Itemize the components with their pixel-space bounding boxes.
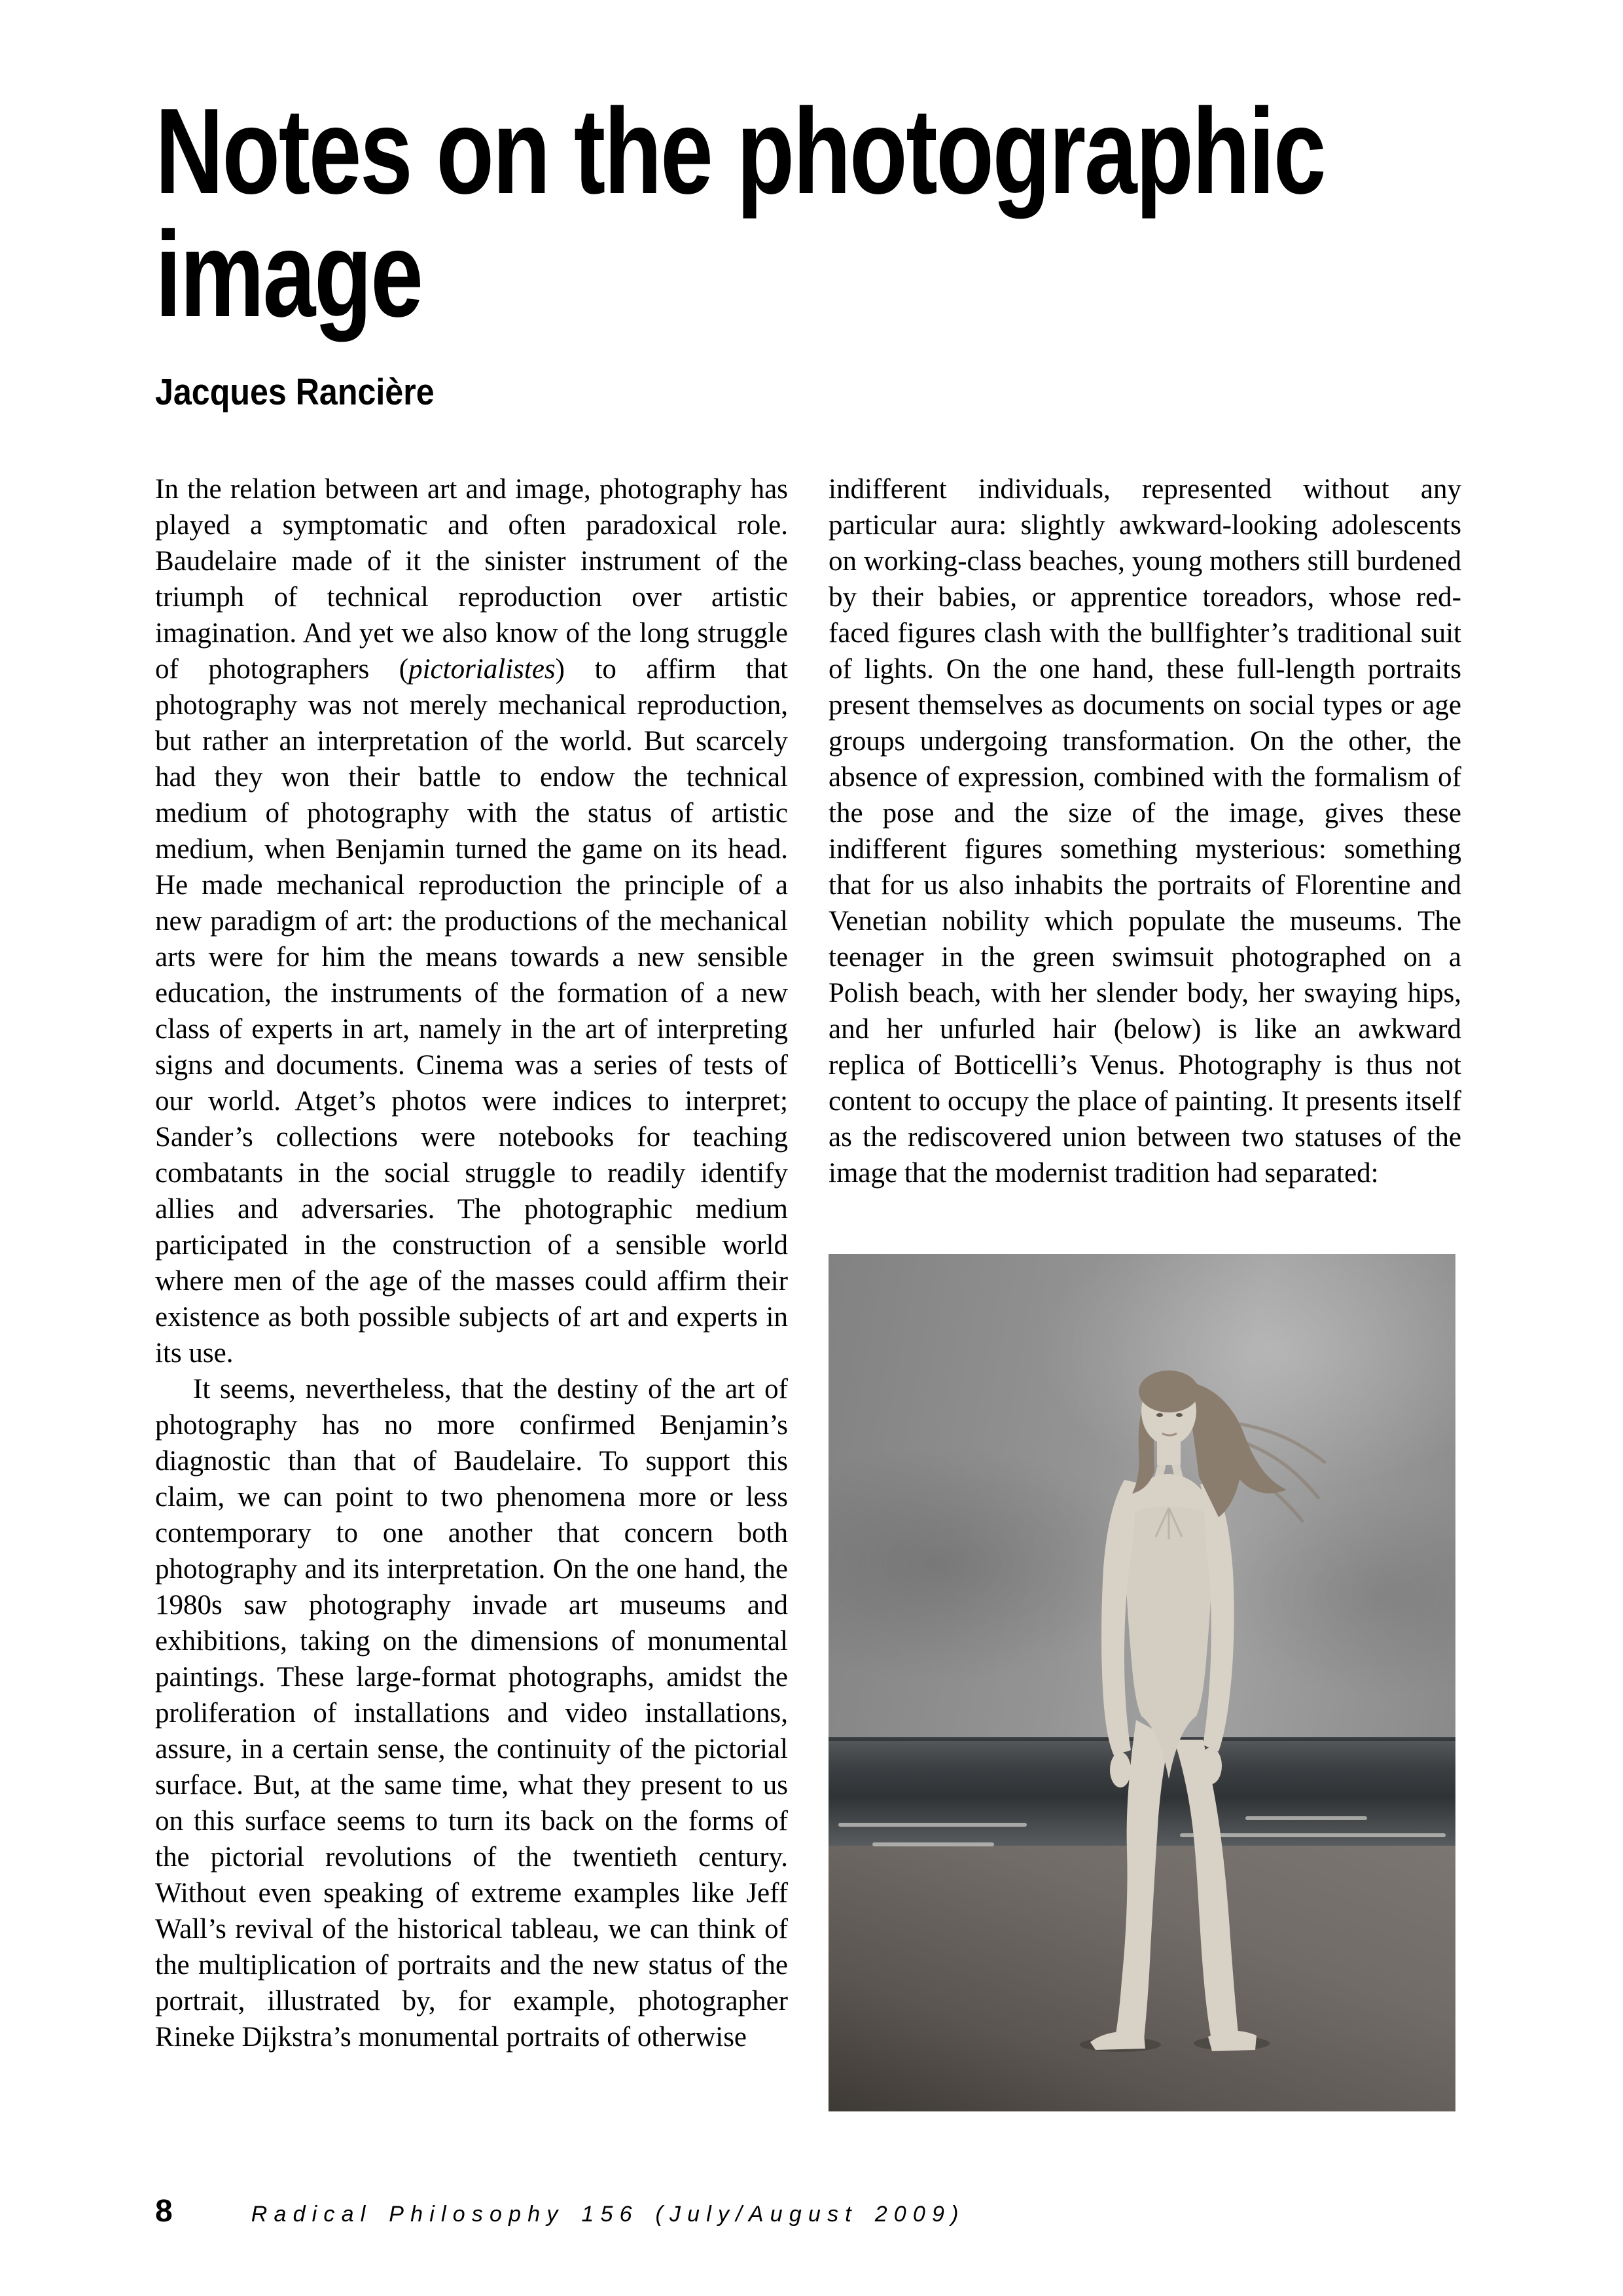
- paragraph-2: It seems, nevertheless, that the destiny of the art of photography has no more confirmed Benjamin’s diagnostic than that of Baudelaire. To support this claim, we can point to two phenomena more or less contemporary to one another that concern both photography and its interpretation. On the one hand, the 1980s saw photography invade art museums and exhibitions, taking on the dimensions of monumental paintings. These large-format photographs, amidst the proliferation of installations and video installations, assure, in a certain sense, the continuity of the pictorial surface. But, at the same time, what they present to us on this surface seems to turn its back on the forms of the pictorial revolutions of the twentieth century. Without even speaking of extreme examples like Jeff Wall’s revival of the historical tableau, we can think of the multiplication of portraits and the new status of the portrait, illustrated by, for example, photographer Rineke Dijkstra’s monumental portraits of otherwise: [155, 1374, 788, 2053]
- paragraph-1: In the relation between art and image, photography has played a symptomatic and often paradoxical role. Baudelaire made of it the sinister instrument of the triumph of technical reproduction over artistic imagination. And yet we also know of the long struggle of photographers (pictorialistes) to affirm that photography was not merely mechanical reproduction, but rather an interpretation of the world. But scarcely had they won their battle to endow the technical medium of photography with the status of artistic medium, when Benjamin turned the game on its head. He made mechanical reproduction the principle of a new paradigm of art: the productions of the mechanical arts were for him the means towards a new sensible education, the instruments of the formation of a new class of experts in art, namely in the art of interpreting signs and documents. Cinema was a series of tests of our world. Atget’s photos were indices to interpret; Sander’s collections were notebooks for teaching combatants in the social struggle to readily identify allies and adversaries. The photographic medium participated in the construction of a sensible world where men of the age of the masses could affirm their existence as both possible subjects of art and experts in its use.: [155, 474, 788, 1369]
- hair-fringe: [1139, 1371, 1199, 1412]
- article-title: [155, 84, 1459, 342]
- photograph: [829, 1254, 1455, 2111]
- page-footer: [155, 2193, 965, 2229]
- journal-citation: Radical Philosophy 156 (July/August 2009): [251, 2202, 965, 2227]
- right-column: [829, 471, 1461, 2111]
- eye-right: [1176, 1413, 1183, 1417]
- eye-left: [1156, 1413, 1163, 1417]
- paragraph-2-continued: indifferent individuals, represented without any particular aura: slightly awkward-looking adolescents on working-class beaches, young mothers still burdened by their babies, or apprentice toreadors, whose red-faced figures clash with the bullfighter’s traditional suit of lights. On the one hand, these full-length portraits present themselves as documents on social types or age groups undergoing transformation. On the other, the absence of expression, combined with the formalism of the pose and the size of the image, gives these indifferent figures something mysterious: something that for us also inhabits the portraits of Florentine and Venetian nobility which populate the museums. The teenager in the green swimsuit photographed on a Polish beach, with her slender body, her swaying hips, and her unfurled hair (below) is like an awkward replica of Botticelli’s Venus. Photography is thus not content to occupy the place of painting. It presents itself as the rediscovered union between two statuses of the image that the modernist tradition had separated:: [829, 474, 1461, 1189]
- author-byline: Jacques Rancière: [155, 371, 435, 413]
- girl-figure: [829, 1254, 1455, 2111]
- title-line-2: image: [155, 207, 422, 342]
- title-line-1: Notes on the photographic: [155, 84, 1325, 219]
- body-columns: [155, 471, 1461, 2111]
- left-column: [155, 471, 788, 2055]
- page-number: 8: [155, 2194, 173, 2229]
